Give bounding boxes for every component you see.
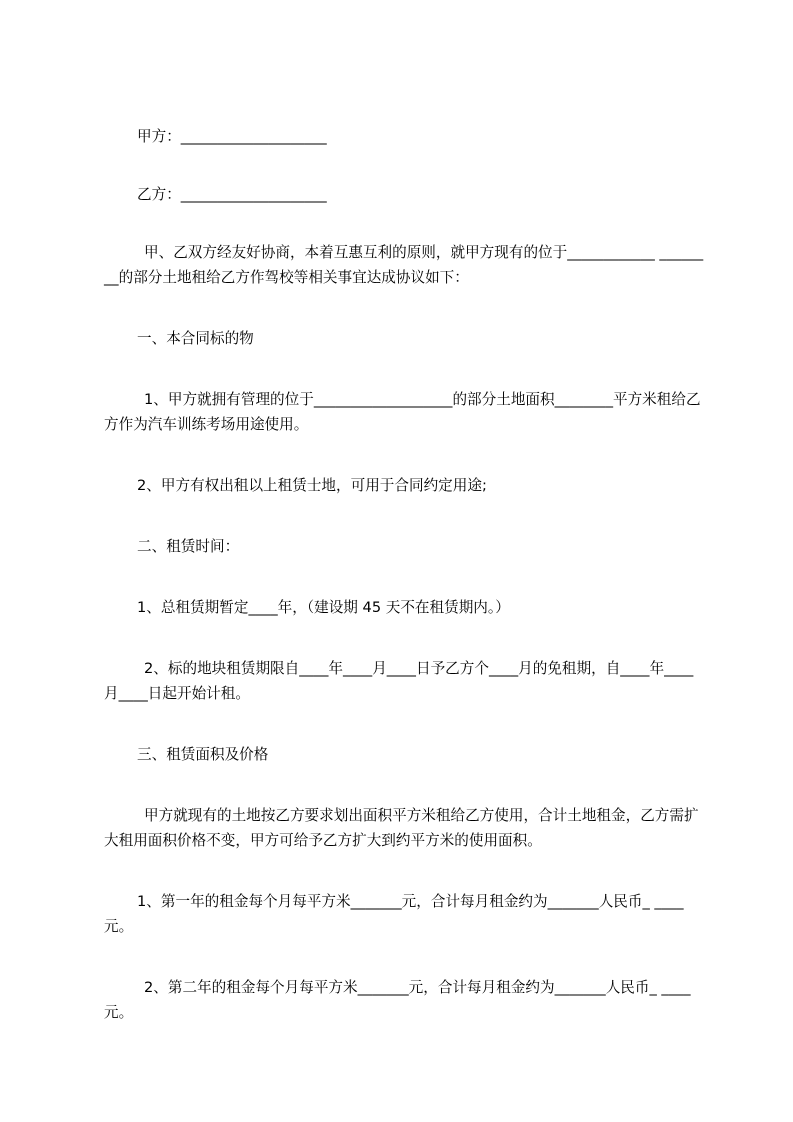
intro-paragraph: 甲、乙双方经友好协商，本着互惠互利的原则，就甲方现有的位于____________ ________的部分土地租给乙方作驾校等相关事宜达成协议如下： bbox=[104, 244, 704, 286]
term-clause-2: 2、标的地块租赁期限自____年____月____日予乙方个____月的免租期，自____年____月____日起开始计租。 bbox=[104, 660, 694, 702]
term-clause-1: 1、总租赁期暂定____年，（建设期 45 天不在租赁期内。） bbox=[137, 599, 510, 616]
section-heading-area-price: 三、租赁面积及价格 bbox=[137, 746, 269, 763]
section-heading-term: 二、租赁时间： bbox=[137, 538, 240, 555]
area-price-body: 甲方就现有的土地按乙方要求划出面积平方米租给乙方使用，合计土地租金，乙方需扩大租用面积价格不变，甲方可给予乙方扩大到约平方米的使用面积。 bbox=[104, 807, 699, 849]
document-page bbox=[104, 124, 704, 1025]
subject-clause-1: 1、甲方就拥有管理的位于___________________的部分土地面积________平方米租给乙方作为汽车训练考场用途使用。 bbox=[104, 391, 701, 433]
party-b-line: 乙方：____________________ bbox=[137, 186, 327, 203]
section-heading-subject: 一、本合同标的物 bbox=[137, 330, 254, 347]
subject-clause-2: 2、甲方有权出租以上租赁士地，可用于合同约定用途; bbox=[137, 477, 487, 494]
price-clause-2: 2、第二年的租金每个月每平方米_______元，合计每月租金约为_______人民币_ ____元。 bbox=[104, 979, 691, 1021]
party-a-line: 甲方：____________________ bbox=[137, 128, 327, 145]
price-clause-1: 1、第一年的租金每个月每平方米_______元，合计每月租金约为_______人民币_ ____元。 bbox=[104, 893, 684, 935]
